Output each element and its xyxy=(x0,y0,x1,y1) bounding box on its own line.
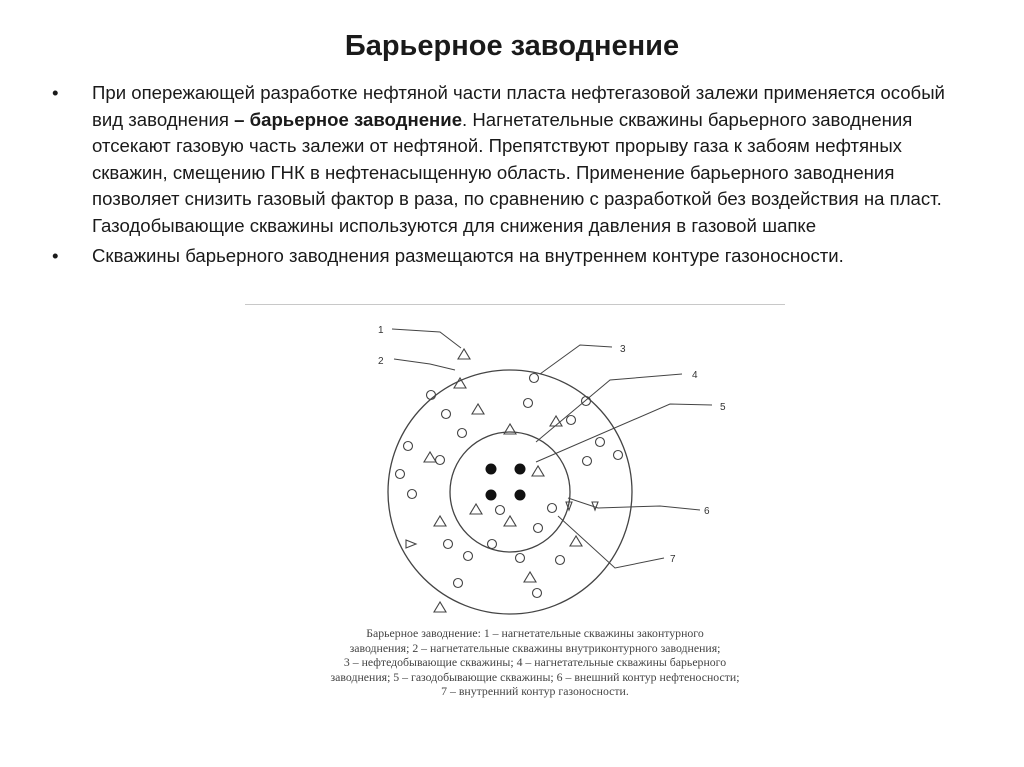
bullet-item-2 xyxy=(52,243,972,270)
injection-well-outer xyxy=(406,540,416,548)
oil-production-well xyxy=(427,391,436,400)
label-5: 5 xyxy=(720,402,726,413)
caption-line-1: Барьерное заводнение: 1 – нагнетательные скважины законтурного xyxy=(366,626,704,640)
label-6: 6 xyxy=(704,506,710,517)
inner-gas-contour xyxy=(450,432,570,552)
oil-production-well xyxy=(396,470,405,479)
injection-well-outer xyxy=(458,349,470,359)
oil-production-well xyxy=(582,397,591,406)
oil-production-well xyxy=(533,589,542,598)
oil-production-well xyxy=(530,374,539,383)
label-4: 4 xyxy=(692,370,698,381)
oil-production-well xyxy=(408,490,417,499)
oil-production-well xyxy=(442,410,451,419)
injection-well-inner xyxy=(470,504,482,514)
injection-well-inner xyxy=(504,516,516,526)
gas-production-well xyxy=(515,490,526,501)
gas-production-well xyxy=(515,464,526,475)
leader-line-6 xyxy=(568,498,700,510)
label-3: 3 xyxy=(620,344,626,355)
oil-production-well xyxy=(524,399,533,408)
bullet-marker: • xyxy=(52,245,59,266)
caption-line-5: 7 – внутренний контур газоносности. xyxy=(441,684,629,698)
oil-production-well xyxy=(596,438,605,447)
oil-production-well xyxy=(496,506,505,515)
oil-production-well xyxy=(488,540,497,549)
oil-production-well xyxy=(614,451,623,460)
bullet-item-1 xyxy=(52,80,972,239)
caption-line-2: заводнения; 2 – нагнетательные скважины внутриконтурного заводнения; xyxy=(349,640,721,655)
oil-production-well xyxy=(404,442,413,451)
oil-production-well xyxy=(444,540,453,549)
injection-well-inner xyxy=(570,536,582,546)
leader-line-3 xyxy=(540,345,612,374)
oil-production-well xyxy=(458,429,467,438)
bullet-2-text: Скважины барьерного заводнения размещаются на внутреннем контуре газоносности. xyxy=(92,245,844,266)
oil-production-well xyxy=(464,552,473,561)
outer-oil-contour xyxy=(388,370,632,614)
bullet-list xyxy=(52,80,972,274)
oil-production-well xyxy=(534,524,543,533)
oil-production-well xyxy=(454,579,463,588)
caption-line-4: заводнения; 5 – газодобывающие скважины; 6 – внешний контур нефтеносности; xyxy=(330,669,740,684)
bullet-marker: • xyxy=(52,82,59,103)
leader-line-5 xyxy=(536,404,712,462)
figure-caption xyxy=(280,626,790,699)
injection-well-inner xyxy=(424,452,436,462)
label-1: 1 xyxy=(378,325,384,336)
oil-production-well xyxy=(556,556,565,565)
leader-line-2 xyxy=(394,359,455,370)
bullet-1-bold-term: – барьерное заводнение xyxy=(234,108,463,130)
injection-well-inner xyxy=(472,404,484,414)
injection-well-inner xyxy=(524,572,536,582)
bullet-1-text-part1: При опережающей разработке нефтяной части пласта нефтегазовой залежи применяется особый вид заводнения xyxy=(92,82,945,130)
oil-production-well xyxy=(548,504,557,513)
gas-production-well xyxy=(486,464,497,475)
leader-line-1 xyxy=(392,329,461,348)
bullet-1-text-part2: . Нагнетательные скважины барьерного заводнения отсекают газовую часть залежи от нефтяной. Препятствуют прорыву газа к забоям нефтяных скважин, смещению ГНК в нефтенасыщенную область. Применение барьерного заводнения позволяет снизить газовый фактор в раза, по сравнению с разработкой без воздействия на пласт. Газодобывающие скважины используются для снижения давления в газовой шапке xyxy=(92,108,942,236)
caption-line-3: 3 – нефтедобывающие скважины; 4 – нагнетательные скважины барьерного xyxy=(343,655,727,669)
divider-line xyxy=(245,304,785,305)
injection-well-inner xyxy=(532,466,544,476)
oil-production-well xyxy=(436,456,445,465)
label-2: 2 xyxy=(378,356,384,367)
barrier-flooding-diagram xyxy=(340,318,740,618)
label-7: 7 xyxy=(670,554,676,565)
oil-production-well xyxy=(583,457,592,466)
injection-well-inner xyxy=(434,516,446,526)
oil-production-well xyxy=(567,416,576,425)
injection-well-inner xyxy=(550,416,562,426)
gas-production-well xyxy=(486,490,497,501)
injection-well-outer xyxy=(434,602,446,612)
oil-production-well xyxy=(516,554,525,563)
slide-title: Барьерное заводнение xyxy=(344,30,680,62)
